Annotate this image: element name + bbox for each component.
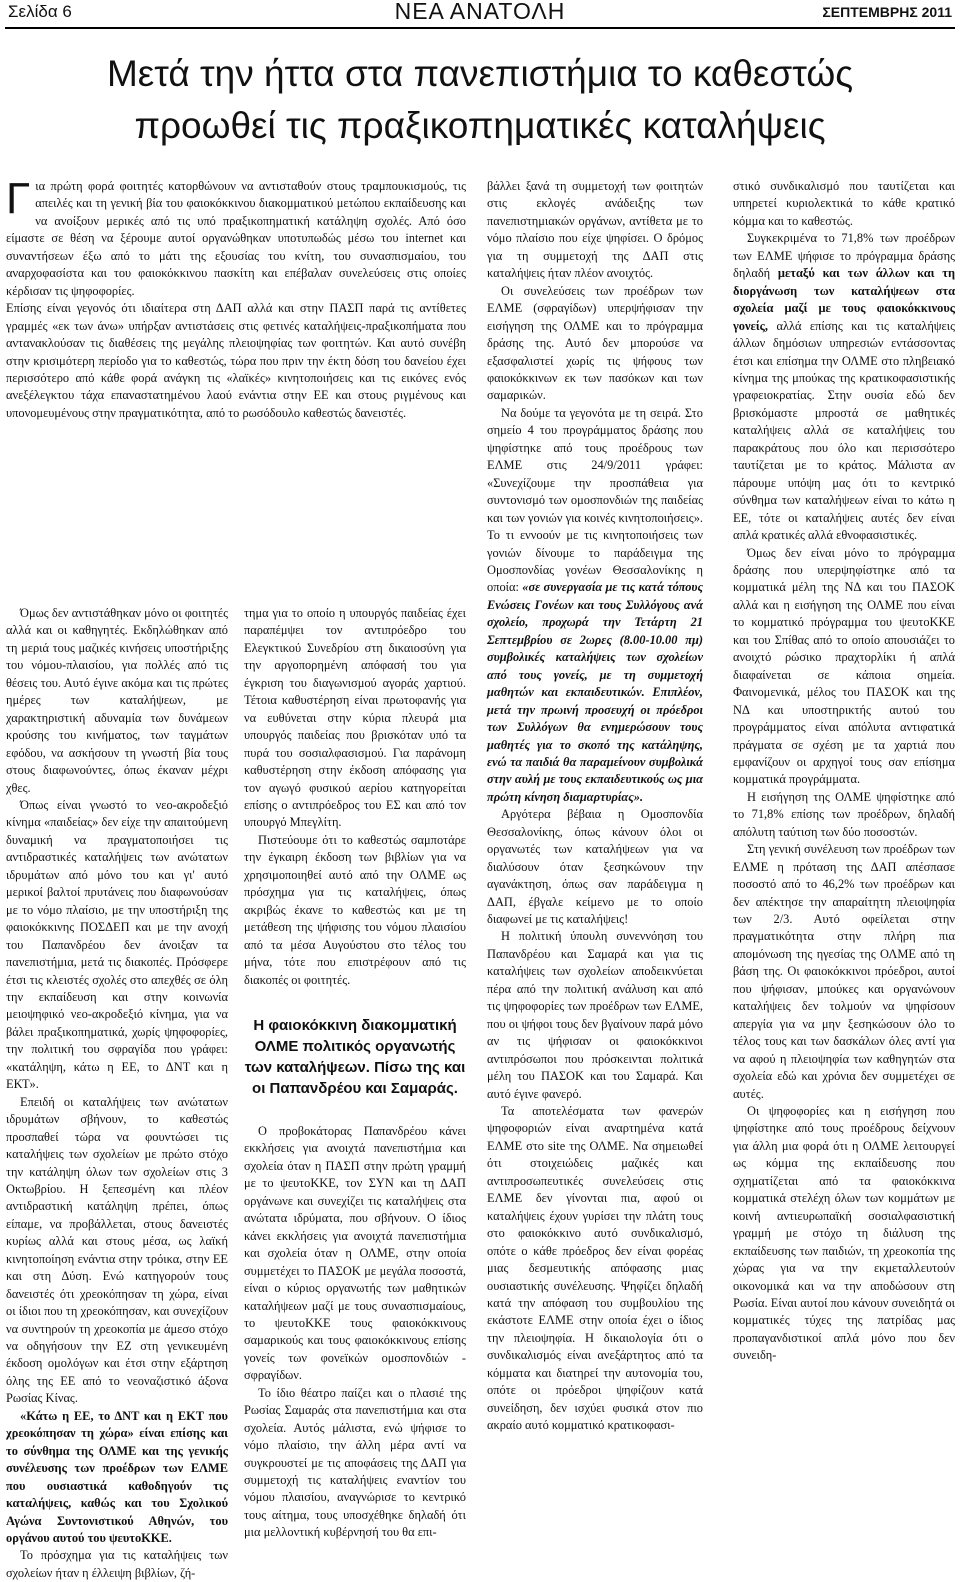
paragraph: Ο προβοκάτορας Παπανδρέου κάνει εκκλήσεις για ανοιχτά πανεπιστήμια και σχολεία όταν η ΠΑΣΠ στην πρώτη γραμμή με το ψευτοΚΚΕ, τον ΣΥΝ και τη ΔΑΠ οργάνωνε και συνεχίζει τις καταλήψεις στα ανώτατα ιδρύματα, που σβήνουν. Ο ίδιος κάνει εκκλήσεις για ανοιχτά πανεπιστήμια και σχολεία όταν η ΟΛΜΕ, στην οποία συμμετέχει το ΠΑΣΟΚ με μεγάλα ποσοστά, είναι ο κύριος οργανωτής των μαθητικών καταλήψεων μαζί με τους συνασπισμαίους, το ψευτοΚΚΕ τους φαιοκόκκινους σαμαρικούς και τους φαιοκόκκινους επίσης γονείς των φονεϊκών ομοσπονδιών - σφραγίδων. (244, 1123, 466, 1383)
subheading: Η φαιοκόκκινη διακομματική ΟΛΜΕ πολιτικός οργανωτής των καταλήψεων. Πίσω της και οι Παπανδρέου και Σαμαράς. (244, 1016, 466, 1097)
column-4 (733, 178, 955, 1365)
header-rule (5, 27, 955, 29)
paragraph: Όμως δεν αντιστάθηκαν μόνο οι φοιτητές αλλά και οι καθηγητές. Εκδηλώθηκαν από τη μεριά τους μαζικές κινήσεις υποστήριξης του νόμου-πλαισίου, για πολλές από τις θέσεις του. Αυτό έγινε ακόμα και τις πρώτες ημέρες των καταλήψεων, με χαρακτηριστική αδυναμία των δυνάμεων κρούσης του κινήματος, των ταγμάτων εφόδου, να ασκήσουν τη γνωστή βία τους στους διαφωνούντες, όπως έκαναν μέχρι χθες. (6, 606, 228, 795)
drop-cap: Γ (6, 174, 31, 223)
paragraph: Επειδή οι καταλήψεις των ανώτατων ιδρυμάτων σβήνουν, το καθεστώς προσπαθεί τώρα να φουντώσει τις καταλήψεις των σχολείων με πρώτο στόχο την κατάληψη όλων των σχολείων στις 3 Οκτωβρίου. Η ξεπεσμένη και πλέον αντιδραστική κατάληψη πρέπει, όπως είπαμε, να προβάλλεται, στους δανειστές κυρίως αλλά και στους μέσα, ως λαϊκή κινητοποίηση ενάντια στην τρόικα, στην ΕΕ και στη Δύση. Ενώ κατηγορούν τους δανειστές ότι χρεοκόπησαν τη χώρα, είναι οι ίδιοι που τη χρεοκόπησαν, και συνεχίζουν να συντηρούν τη χρεοκοπία με άμεσο στόχο να οδηγήσουν την ΕΖ στη γενικευμένη έκδοση ομολόγων και έτσι στην εξάρτηση όλης της ΕΕ από το νεοναζιστικό άξονα Ρωσίας Κίνας. (6, 1094, 228, 1406)
paragraph: Αργότερα βέβαια η Ομοσπονδία Θεσσαλονίκης, όπως κάνουν όλοι οι οργανωτές των καταλήψεων για να διαλύσουν όταν ξεσηκώνουν την αγανάκτηση, όπως σαν παράδειγμα η ΔΑΠ, έβγαλε κείμενο με το οποίο διαφωνεί με τις καταλήψεις! (487, 807, 703, 927)
column-1 (6, 605, 228, 1582)
paragraph: Όπως είναι γνωστό το νεο-ακροδεξιό κίνημα «παιδείας» δεν είχε την απαιτούμενη δυναμική να πραγματοποιήσει τις αντιδραστικές καταλήψεις των ανώτατων ιδρυμάτων από μόνο του και γι' αυτό μερικοί βαλτοί πρυτάνεις που διαφωνούσαν με το νόμο πλαίσιο, με την υποστήριξη της φαιοκόκκινης ΠΟΣΔΕΠ και με την ανοχή του Παπανδρέου δεν άνοιξαν τα πανεπιστήμια, μετά τις διακοπές. Πρόσφερε έτσι τις κλειστές σχολές στο απεχθές σε όλη την εκπαίδευση και στην κοινωνία μειοψηφικό νεο-ακροδεξιό κίνημα, για να βάλει πραξικοπηματικά, χωρίς ψηφοφορίες, την πολιτική του σφραγίδα που γράφει: «κατάληψη, κάτω η ΕΕ, το ΔΝΤ και η ΕΚΤ». (6, 797, 228, 1092)
paragraph: Η εισήγηση της ΟΛΜΕ ψηφίστηκε από το 71,8% επίσης των προέδρων, δηλαδή απόλυτη ταύτιση των δύο ποσοστών. (733, 789, 955, 839)
paragraph: Η πολιτική ύπουλη συνεννόηση του Παπανδρέου και Σαμαρά και για τις καταλήψεις των σχολείων αποδεικνύεται πέρα από την πολιτική ανάλυση και από τις ψηφοφορίες των προέδρων των ΕΛΜΕ, που οι ψήφοι τους δεν βγαίνουν παρά μόνο αν τις ψήφισαν οι φαιοκόκκινοι αντιπρόσωποι που πρόσκεινται πολιτικά μέλη του ΠΑΣΟΚ και του Σαμαρά. Και αυτό έγινε φανερό. (487, 929, 703, 1101)
paragraph: Στη γενική συνέλευση των προέδρων των ΕΛΜΕ η πρόταση της ΔΑΠ απέσπασε ποσοστό από το 46,2% των προέδρων και δεν απέκτησε την απαραίτητη πλειοψηφία των 2/3. Αυτό οφείλεται στην πραγματικότητα στην πλήρη πια απομόνωση της ηγεσίας της ΟΛΜΕ από τη βάση της. Οι φαιοκόκκινοι πρόεδροι, αυτοί που ψήφισαν, μπούκες και οργανώνουν καταλήψεις δεν τολμούν να ψηφίσουν απεργία για να μην ξεσηκώσουν όλο το τέλος τους και των δασκάλων όλες αντί για να αφού η πλειοψηφία των καθηγητών στα σχολεία εδώ και χρόνια δεν συμμετέχει σε αυτές. (733, 842, 955, 1101)
page-header (0, 0, 960, 26)
paragraph: Πιστεύουμε ότι το καθεστώς σαμποτάρε την έγκαιρη έκδοση των βιβλίων για να χρησιμοποιηθεί αυτό από την ΟΛΜΕ ως πρόσχημα για τις καταλήψεις, όπως ακριβώς έκανε το καθεστώς και με τη μετάθεση της ψήφισης του νόμου πλαισίου από τα μέσα Αυγούστου στο τέλος του μήνα, τότε που επιστρέφουν από τις διακοπές οι φοιτητές. (244, 832, 466, 987)
column-2 (244, 605, 466, 1542)
paragraph: στικό συνδικαλισμό που ταυτίζεται και υπηρετεί κυριολεκτικά το κάθε κρατικό κόμμα και το καθεστώς. (733, 179, 955, 228)
paragraph: Το πρόσχημα για τις καταλήψεις των σχολείων ήταν η έλλειψη βιβλίων, ζή- (6, 1548, 228, 1580)
lead-paragraph-2: Επίσης είναι γεγονός ότι ιδιαίτερα στη ΔΑΠ αλλά και στην ΠΑΣΠ παρά τις αντίθετες γραμμές «εκ των άνω» υπήρξαν αντιστάσεις στις φετινές καταλήψεις-πραξικοπήματα που αντανακλούσαν τις διαθέσεις της μεγάλης πλειοψηφίας των φοιτητών. Και αυτό συνέβη στην κρισιμότερη περίοδο για το καθεστώς, τώρα που πριν την έκτη δόση του δανείου έχει περισσότερο από κάθε φορά ανάγκη τις «λαϊκές» κινητοποιήσεις και τις εικόνες ενός ανεξέλεγκτου τάχα επαναστατημένου λαού ενάντια στην ΕΕ και στους ριγμένους και υπονομευμένους στην πραγματικότητα, από το ρωσόδουλο καθεστώς δανειστές. (6, 301, 466, 420)
paragraph: τημα για το οποίο η υπουργός παιδείας έχει παραπέμψει τον αντιπρόεδρο του Ελεγκτικού Συνεδρίου στη δικαιοσύνη για την αργοπορημένη απόφασή του για έγκριση του διαγωνισμού αγοράς χαρτιού. Τέτοια καθυστέρηση είναι πρωτοφανής για να ευθύνεται στην κύρια πλευρά μια υπουργός παιδείας που βρισκόταν υπό τα πυρά του σοσιαλφασισμού. Για παράνομη καθυστέρηση στην έκδοση απόφασης για τον αγωγό φυσικού αερίου κατηγορείται επίσης ο αντιπρόεδρος του ΕΣ και από τον υπουργό Μπεγλίτη. (244, 606, 466, 830)
quoted-statement: «σε συνεργασία με τις κατά τόπους Ενώσεις Γονέων και τους Συλλόγους ανά σχολείο, προχωρά την Τετάρτη 21 Σεπτεμβρίου σε 2ωρες (8.00-10.00 πμ) συμβολικές καταλήψεις των σχολείων από τους γονείς, με τη συμμετοχή μαθητών και εκπαιδευτικών. Επιπλέον, μετά την πρωινή προσευχή οι πρόεδροι των Συλλόγων θα ενημερώσουν τους μαθητές για το σκοπό της κατάληψης, ενώ τα παιδιά θα παραμείνουν συμβολικά στην αυλή με τους εκπαιδευτικούς ως μια πρώτη κίνηση διαμαρτυρίας». (487, 580, 703, 804)
column-3 (487, 178, 703, 1435)
paragraph: Το ίδιο θέατρο παίζει και ο πλασιέ της Ρωσίας Σαμαράς στα πανεπιστήμια και στα σχολεία. Αυτός μάλιστα, ενώ ψήφισε το νόμο πλαίσιο, την άλλη μέρα αντί να συγκρουστεί με τις αποφάσεις της ΔΑΠ για συμμετοχή τις καταλήψεις εναντίον του νόμου πλαισίου, αναγνώρισε το κεντρικό τους αίτημα, τους υποσχέθηκε δηλαδή ότι μια μελλοντική κυβέρνησή του θα επι- (244, 1385, 466, 1540)
emphasis: μεταξύ και των άλλων και τη διοργάνωση των καταλήψεων στα σχολεία μαζί με τους φαιοκόκκινους γονείς, (733, 266, 955, 333)
newspaper-masthead: ΝΕΑ ΑΝΑΤΟΛΗ (394, 0, 566, 24)
article-headline (0, 48, 960, 152)
lead-paragraphs (6, 174, 466, 422)
paragraph: Συγκεκριμένα το 71,8% των προέδρων των ΕΛΜΕ ψήφισε το πρόγραμμα δράσης δηλαδή μεταξύ και των άλλων και τη διοργάνωση των καταλήψεων στα σχολεία μαζί με τους φαιοκόκκινους γονείς, αλλά επίσης και τις καταλήψεις άλλων δημόσιων υπηρεσιών εντάσσοντας έτσι και επίσημα την ΟΛΜΕ στο πληβειακό κίνημα της μπούκας της κρατικοφασιστικής γραφειοκρατίας. Στην ουσία εδώ δεν βρισκόμαστε μπροστά σε μαθητικές καταλήψεις αλλά σε καταλήψεις του παρακράτους που όλο και περισσότερο ταυτίζεται με το κράτος. Μάλιστα αν πάρουμε υπόψη μας ότι το κεντρικό σύνθημα των καταλήψεων είναι το κάτω η ΕΕ, τότε οι καταλήψεις αυτές δεν είναι απλά κρατικές αλλά εθνοφασιστικές. (733, 231, 955, 543)
paragraph: Οι ψηφοφορίες και η εισήγηση που ψηφίστηκε από τους προέδρους δείχνουν για άλλη μια φορά ότι η ΟΛΜΕ λειτουργεί ως κόμμα της εκπαίδευσης που σχηματίζεται από τα φαιοκόκκινα κομματικά στελέχη όλων των κομμάτων με κοινή αντιευρωπαϊκή σοσιαλφασιστική γραμμή με στόχο τη διάλυση της εκπαίδευσης των παιδιών, τη χρεοκοπία της χώρας για να την εκμεταλλευτούν οικονομικά και να την αποδώσουν στη Ρωσία. Είναι αυτοί που κάνουν συνειδητά οι κομματικές τύχες της πατρίδας μας προπαγανδιστικοί απλά μόνο που δεν συνειδη- (733, 1104, 955, 1363)
headline-line-2: προωθεί τις πραξικοπηματικές καταλήψεις (134, 105, 826, 146)
paragraph: «Κάτω η ΕΕ, το ΔΝΤ και η ΕΚΤ που χρεοκόπησαν τη χώρα» είναι επίσης και το σύνθημα της ΟΛΜΕ και της γενικής συνέλευσης των προέδρων των ΕΛΜΕ που ουσιαστικά καθοδηγούν τις καταλήψεις, καθώς και του Σχολικού Αγώνα Συντονιστικού Αθηνών, του οργάνου αυτού του ψευτοΚΚΕ. (6, 1408, 228, 1546)
paragraph: Να δούμε τα γεγονότα με τη σειρά. Στο σημείο 4 του προγράμματος δράσης που ψηφίστηκε από τους προέδρους των ΕΛΜΕ στις 24/9/2011 γράφει: «Συνεχίζουμε την προσπάθεια για συντονισμό των ομοσπονδιών της παιδείας και των γονιών για κοινές κινητοποιήσεις». Το τι εννοούν με τις κινητοποιήσεις των γονιών δίνουμε το παράδειγμα της Ομοσπονδίας γονέων Θεσσαλονίκης η οποία: «σε συνεργασία με τις κατά τόπους Ενώσεις Γονέων και τους Συλλόγους ανά σχολείο, προχωρά την Τετάρτη 21 Σεπτεμβρίου σε 2ωρες (8.00-10.00 πμ) συμβολικές καταλήψεις των σχολείων από τους γονείς, με τη συμμετοχή μαθητών και εκπαιδευτικών. Επιπλέον, μετά την πρωινή προσευχή οι πρόεδροι των Συλλόγων θα ενημερώσουν τους μαθητές για το σκοπό της κατάληψης, ενώ τα παιδιά θα παραμείνουν συμβολικά στην αυλή με τους εκπαιδευτικούς ως μια πρώτη κίνηση διαμαρτυρίας». (487, 405, 703, 804)
paragraph: βάλλει ξανά τη συμμετοχή των φοιτητών στις εκλογές ανάδειξης των πανεπιστημιακών οργάνων, αντίθετα με το νόμο πλαίσιο που είχε ψηφίσει. Ο δρόμος για τη συμμετοχή της ΔΑΠ στις καταλήψεις ήταν πλέον ανοιχτός. (487, 179, 703, 281)
paragraph: Τα αποτελέσματα των φανερών ψηφοφοριών είναι αναρτημένα κατά ΕΛΜΕ στο site της ΟΛΜΕ. Να σημειωθεί ότι στοιχειώδεις μαζικές και αντιπροσωπευτικές συνελεύσεις στις ΕΛΜΕ δεν γίνονται πια, αφού οι καταλήψεις έχουν γυρίσει την πλάτη τους στο φαιοκόκκινο αυτό συνδικαλισμό, οπότε ο κάθε πρόεδρος δεν είναι φορέας μιας δεσμευτικής απόφασης μιας ουσιαστικής συνέλευσης. Ψηφίζει δηλαδή κατά την απόφαση του συμβουλίου της εκάστοτε ΕΛΜΕ στην οποία έχει ο ίδιος την πλειοψηφία. Η δικαιολογία ότι ο συνδικαλισμός είναι ανεξάρτητος από τα κόμματα και διατηρεί την αυτονομία του, οπότε οι πρόεδροι ψηφίζουν κατά συνείδηση, δεν ισχύει φυσικά στον πιο ακραίο αυτό κομματικό κρατικοφασι- (487, 1104, 703, 1433)
page-number: Σελίδα 6 (8, 2, 72, 21)
lead-paragraph-1: Για πρώτη φορά φοιτητές κατορθώνουν να αντισταθούν στους τραμπουκισμούς, τις απειλές και τη γενική βία του φαιοκόκκινου διακομματικού μετώπου εκπαίδευσης και να ανοίξουν μερικές από τις υπό πραξικοπηματική κατάληψη σχολές. Από όσο είμαστε σε θέση να ξέρουμε αυτοί οργανώθηκαν υποτυπωδώς μέσω του internet και συναντήσεων έξω από το μάτι της εξουσίας του κνίτη, του συνασπισμαίου, του αναρχοφασίστα και του φαιοκόκκινου πασκίτη και επέβαλαν συνελεύσεις στις οποίες κέρδισαν τις ψηφοφορίες. (6, 174, 466, 298)
paragraph: Όμως δεν είναι μόνο το πρόγραμμα δράσης που υπερψηφίστηκε από τα κομματικά μέλη της ΝΔ και του ΠΑΣΟΚ αλλά και η εισήγηση της ΟΛΜΕ που είναι το κομματικό πρόγραμμα του ψευτοΚΚΕ και του Σπίθας από το οποίο απουσιάζει το ανοιχτό ρώσικο πραχτορλίκι ή απλά διαφαίνεται σε κάποια σημεία. Φαινομενικά, μέλος του ΠΑΣΟΚ και της ΝΔ και υποστηρικτής αυτού του προγράμματος είναι απόλυτα αντιφατικά πράγματα σε σχέση με τα χαρτιά που εμφανίζουν οι αρχηγοί τους σαν επίσημα κομματικά προγράμματα. (733, 545, 955, 787)
headline-line-1: Μετά την ήττα στα πανεπιστήμια το καθεστώς (106, 53, 854, 94)
paragraph: Οι συνελεύσεις των προέδρων των ΕΛΜΕ (σφραγίδων) υπερψήφισαν την εισήγηση της ΟΛΜΕ και το πρόγραμμα δράσης της. Αυτό δεν μπορούσε να εξασφαλιστεί χωρίς τις ψήφους των φαιοκόκκινων εκ των πασόκων και των σαμαρικών. (487, 283, 703, 403)
issue-date: ΣΕΠΤΕΜΒΡΗΣ 2011 (822, 4, 952, 20)
